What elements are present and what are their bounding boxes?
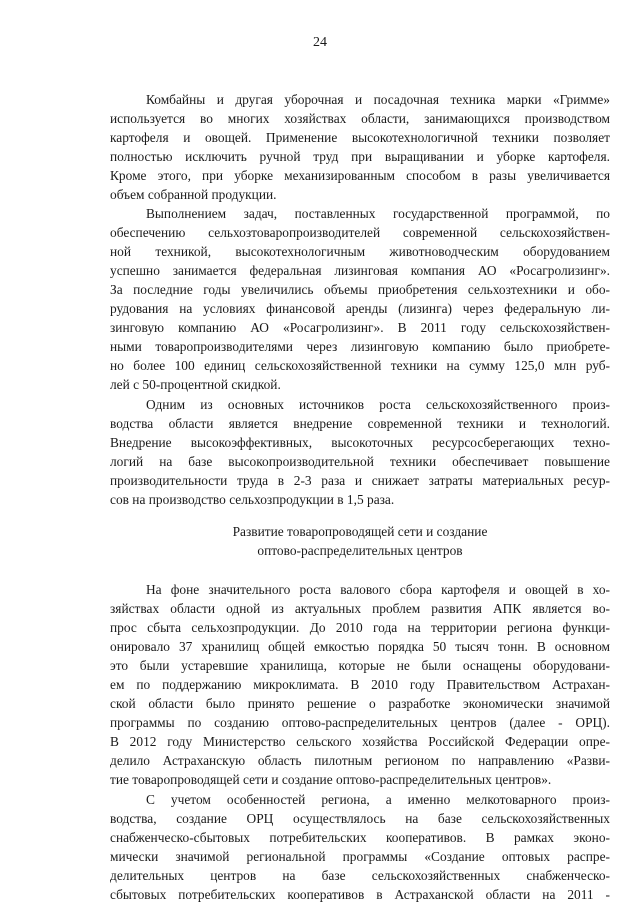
paragraph-4-line: программы по созданию оптово-распределительных центров (далее - ОРЦ). <box>110 715 610 730</box>
paragraph-5-line: С учетом особенностей региона, а именно мелкотоварного произ- <box>146 792 610 807</box>
paragraph-3-line: логий на базе высокопроизводительной техники обеспечивает повышение <box>110 454 610 469</box>
paragraph-5-line: мически значимой региональной программы «Создание оптовых распре- <box>110 849 610 864</box>
page-number: 24 <box>313 35 327 50</box>
paragraph-3-line: сов на производство сельхозпродукции в 1,5 раза. <box>110 492 395 507</box>
paragraph-3-line: производительности труда в 2-3 раза и снижает затраты материальных ресур- <box>110 473 610 488</box>
paragraph-4-line: делило Астраханскую область пилотным регионом по направлению «Разви- <box>110 753 610 768</box>
paragraph-4-line: ем по поддержанию микроклимата. В 2010 году Правительством Астрахан- <box>110 677 610 692</box>
paragraph-4-line: тие товаропроводящей сети и создание оптово-распределительных центров». <box>110 772 552 787</box>
paragraph-1-line: объем собранной продукции. <box>110 187 277 202</box>
paragraph-1-line: используется во многих хозяйствах области, занимающихся производством <box>110 111 610 126</box>
paragraph-2-line: За последние годы увеличились объемы приобретения сельхозтехники и обо- <box>110 282 610 297</box>
paragraph-4-line: прос сбыта сельхозпродукции. До 2010 года на территории региона функци- <box>110 620 610 635</box>
paragraph-4-line: На фоне значительного роста валового сбора картофеля и овощей в хо- <box>146 582 610 597</box>
paragraph-2-line: рудования на условиях финансовой аренды (лизинга) через федеральную ли- <box>110 301 610 316</box>
paragraph-1-line: картофеля и овощей. Применение высокотехнологичной техники позволяет <box>110 130 610 145</box>
paragraph-2-line: лей с 50-процентной скидкой. <box>110 377 281 392</box>
paragraph-4-line: онировало 37 хранилищ общей емкостью порядка 50 тысяч тонн. В основном <box>110 639 610 654</box>
paragraph-5-line: водства, создание ОРЦ осуществлялось на базе сельскохозяйственных <box>110 811 610 826</box>
paragraph-2-line: Выполнением задач, поставленных государственной программой, по <box>146 206 610 221</box>
section-heading-line-1: Развитие товаропроводящей сети и создание <box>232 524 488 539</box>
paragraph-1-line: Кроме этого, при уборке механизированным способом в разы увеличивается <box>110 168 610 183</box>
paragraph-3-line: водства области является внедрение современной техники и технологий. <box>110 416 610 431</box>
paragraph-2-line: ной техникой, высокотехнологичным животноводческим оборудованием <box>110 244 610 259</box>
paragraph-3-line: Внедрение высокоэффективных, высокоточных ресурсосберегающих техно- <box>110 435 610 450</box>
paragraph-4-line: это были устаревшие хранилища, которые не были оснащены оборудовани- <box>110 658 610 673</box>
paragraph-4-line: зяйствах области одной из актуальных проблем развития АПК является во- <box>110 601 610 616</box>
section-heading-line-2: оптово-распределительных центров <box>257 543 463 558</box>
paragraph-1-line: полностью исключить ручной труд при выращивании и уборке картофеля. <box>110 149 610 164</box>
paragraph-5-line: снабженческо-сбытовых потребительских кооперативов. В рамках эконо- <box>110 830 610 845</box>
paragraph-2-line: ными товаропроизводителями через лизинговую компанию было приобрете- <box>110 339 610 354</box>
paragraph-2-line: обеспечению сельхозтоваропроизводителей современной сельскохозяйствен- <box>110 225 610 240</box>
paragraph-1-line: Комбайны и другая уборочная и посадочная техника марки «Гримме» <box>146 92 610 107</box>
paragraph-2-line: успешно занимается федеральная лизинговая компания АО «Росагролизинг». <box>110 263 610 278</box>
paragraph-5-line: сбытовых потребительских кооперативов в Астраханской области на 2011 - <box>110 887 610 902</box>
paragraph-2-line: зинговую компанию АО «Росагролизинг». В 2011 году сельскохозяйствен- <box>110 320 610 335</box>
paragraph-5-line: делительных центров на базе сельскохозяйственных снабженческо- <box>110 868 610 883</box>
paragraph-3-line: Одним из основных источников роста сельскохозяйственного произ- <box>146 397 610 412</box>
paragraph-2-line: но более 100 единиц сельскохозяйственной техники на сумму 125,0 млн руб- <box>110 358 610 373</box>
paragraph-4-line: ской области было принято решение о разработке экономически значимой <box>110 696 610 711</box>
paragraph-4-line: В 2012 году Министерство сельского хозяйства Российской Федерации опре- <box>110 734 610 749</box>
